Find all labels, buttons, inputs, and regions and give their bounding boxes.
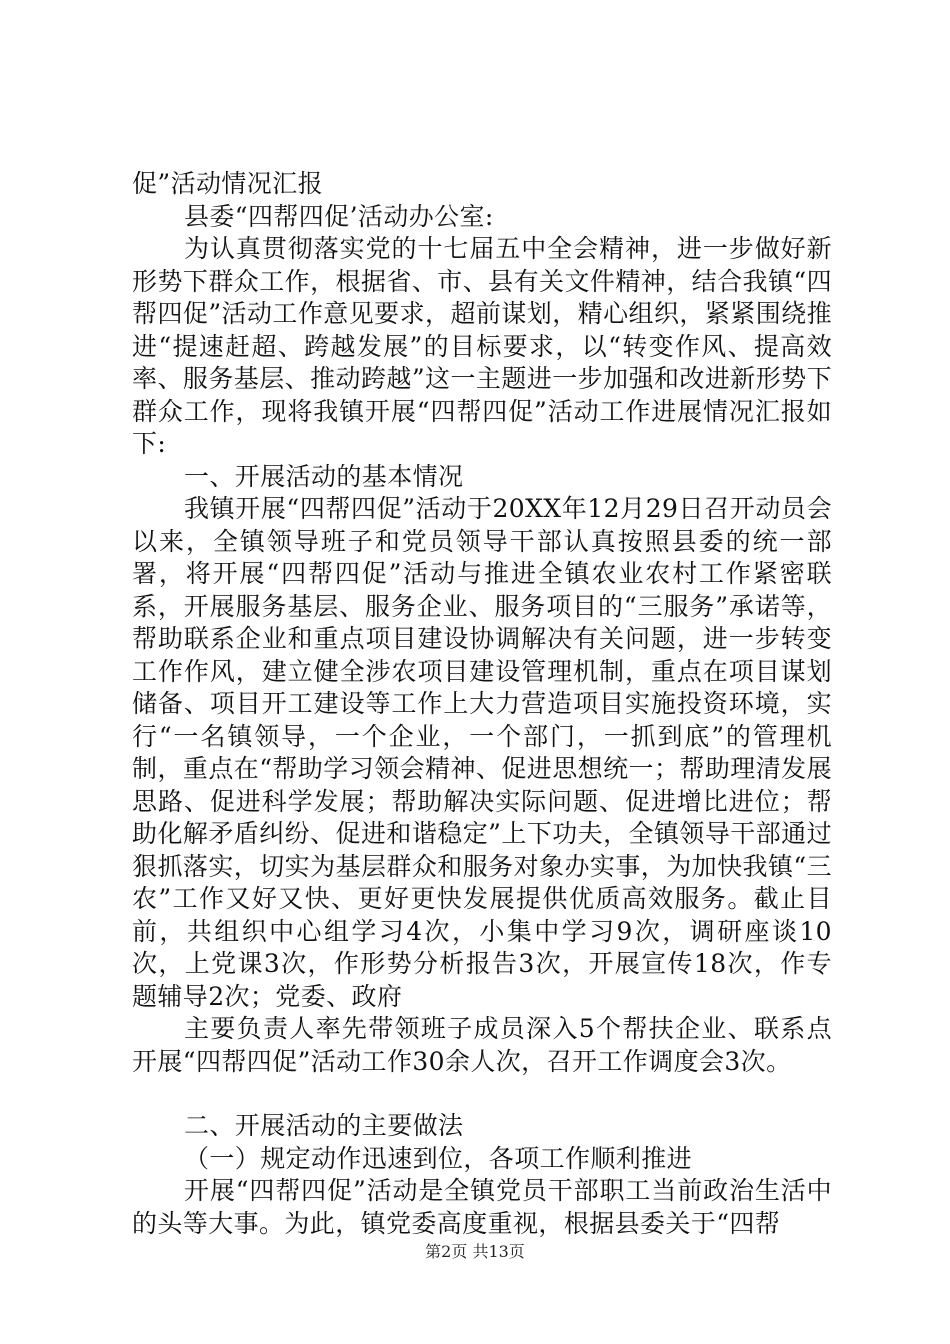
intro-paragraph: 为认真贯彻落实党的十七届五中全会精神，进一步做好新形势下群众工作，根据省、市、县有关文件精神，结合我镇“四帮四促”活动工作意见要求，超前谋划，精心组织，紧紧围绕推进“提速赶超、跨越发展”的目标要求，以“转变作风、提高效率、服务基层、推动跨越”这一主题进一步加强和改进新形势下群众工作，现将我镇开展“四帮四促”活动工作进展情况汇报如下: <box>132 234 832 458</box>
document-body <box>132 168 832 1240</box>
page-footer: 第2页 共13页 <box>425 1242 525 1261</box>
title-tail: 促”活动情况汇报 <box>132 169 323 198</box>
subsection-1-paragraph-1: 开展“四帮四促”活动是全镇党员干部职工当前政治生活中的头等大事。为此，镇党委高度重视，根据县委关于“四帮 <box>132 1176 832 1238</box>
section-1-paragraph-2: 主要负责人率先带领班子成员深入5个帮扶企业、联系点开展“四帮四促”活动工作30余人次，召开工作调度会3次。 <box>132 1014 832 1076</box>
subsection-1-heading: （一）规定动作迅速到位，各项工作顺利推进 <box>184 1143 693 1173</box>
paragraph-gap <box>132 1078 832 1110</box>
addressee: 县委“四帮四促’活动办公室: <box>184 201 494 231</box>
section-1-heading: 一、开展活动的基本情况 <box>184 461 464 491</box>
section-2-heading: 二、开展活动的主要做法 <box>184 1111 464 1140</box>
section-1-paragraph-1: 我镇开展“四帮四促”活动于20XX年12月29日召开动员会以来，全镇领导班子和党员领导干部认真按照县委的统一部署，将开展“四帮四促”活动与推进全镇农业农村工作紧密联系，开展服务基层、服务企业、服务项目的“三服务”承诺等，帮助联系企业和重点项目建设协调解决有关问题，进一步转变工作作风，建立健全涉农项目建设管理机制，重点在项目谋划储备、项目开工建设等工作上大力营造项目实施投资环境，实行“一名镇领导，一个企业，一个部门，一抓到底”的管理机制，重点在“帮助学习领会精神、促进思想统一；帮助理清发展思路、促进科学发展；帮助解决实际问题、促进增比进位；帮助化解矛盾纠纷、促进和谐稳定”上下功夫，全镇领导干部通过狠抓落实，切实为基层群众和服务对象办实事，为加快我镇“三农”工作又好又快、更好更快发展提供优质高效服务。截止目前，共组织中心组学习4次，小集中学习9次，调研座谈10次，上党课3次，作形势分析报告3次，开展宣传18次，作专题辅导2次；党委、政府 <box>132 494 832 1011</box>
